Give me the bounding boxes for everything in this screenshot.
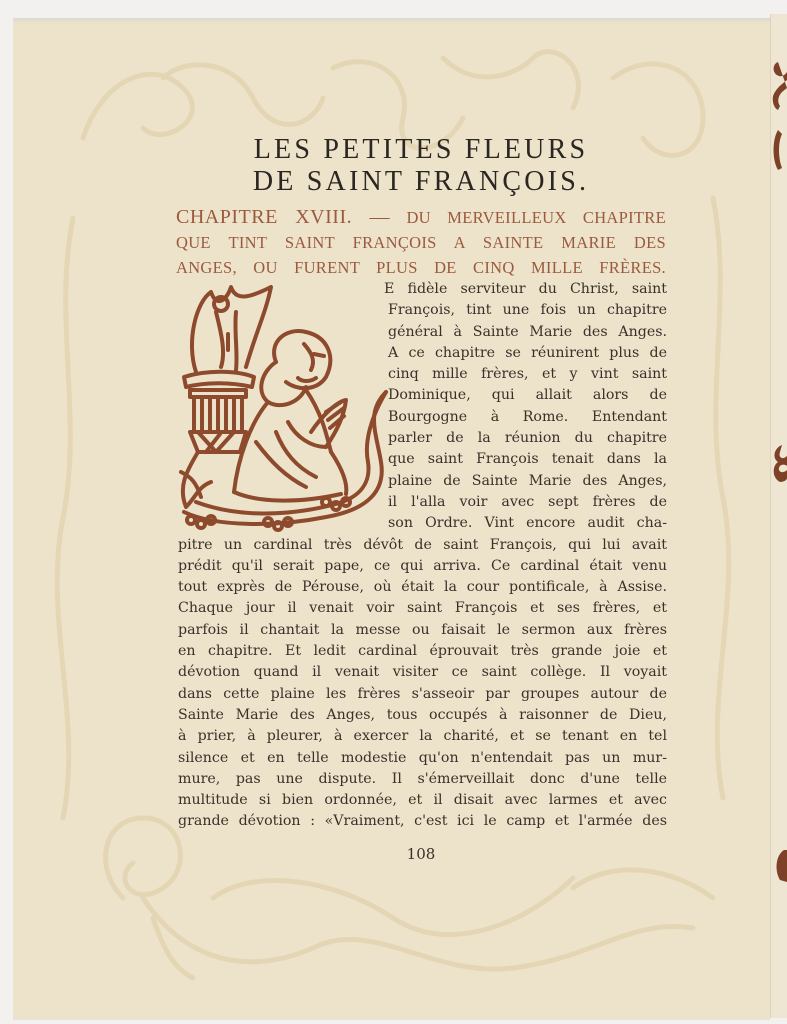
- chapter-heading-line-1: [176, 205, 666, 230]
- body-line-15: tout exprès de Pérouse, où était la cour pontificale, à Assise.: [178, 579, 667, 596]
- chapter-title-part-1: DU MERVEILLEUX CHAPITRE: [406, 208, 666, 227]
- body-line-20: dans cette plaine les frères s'asseoir par groupes autour de: [178, 685, 667, 702]
- facing-page-ornament-icon: [768, 50, 787, 950]
- body-line-19: dévotion quand il venait visiter ce saint collège. Il voyait: [178, 664, 667, 681]
- body-line-25: multitude si bien ordonnée, et il disait avec larmes et avec: [178, 792, 667, 809]
- body-line-24: mure, pas une dispute. Il s'émerveillait donc d'une telle: [178, 770, 667, 787]
- book-title: [0, 134, 787, 198]
- body-line-17: parfois il chantait la messe ou faisait le sermon aux frères: [178, 621, 667, 638]
- body-line-6: Dominique, qui allait alors de: [388, 387, 667, 404]
- body-line-5: cinq mille frères, et y vint saint: [388, 366, 667, 383]
- body-line-22: à prier, à pleurer, à exercer la charité, et se tenant en tel: [178, 728, 667, 745]
- body-line-3: général à Sainte Marie des Anges.: [388, 323, 667, 340]
- body-line-9: que saint François tenait dans la: [388, 451, 667, 468]
- body-line-16: Chaque jour il venait voir saint François et ses frères, et: [178, 600, 667, 617]
- body-line-26: grande dévotion : «Vraiment, c'est ici le camp et l'armée des: [178, 813, 667, 830]
- title-line-1: LES PETITES FLEURS: [253, 134, 589, 165]
- body-line-13: pitre un cardinal très dévôt de saint François, qui lui avait: [178, 536, 667, 553]
- body-line-12: son Ordre. Vint encore audit cha-: [388, 515, 667, 532]
- body-line-10: plaine de Sainte Marie des Anges,: [388, 472, 667, 489]
- body-line-18: en chapitre. Et ledit cardinal éprouvait très grande joie et: [178, 643, 667, 660]
- page-number: 108: [406, 845, 436, 863]
- body-line-21: Sainte Marie des Anges, tous occupés à raisonner de Dieu,: [178, 706, 667, 723]
- body-line-4: A ce chapitre se réunirent plus de: [388, 344, 667, 361]
- body-text: [178, 279, 667, 833]
- body-line-14: prédit qu'il serait pape, ce qui arriva. Ce cardinal était venu: [178, 557, 667, 574]
- body-line-8: parler de la réunion du chapitre: [388, 430, 667, 447]
- chapter-heading-line-2: QUE TINT SAINT FRANÇOIS A SAINTE MARIE DES: [176, 233, 666, 252]
- body-line-2: François, tint une fois un chapitre: [388, 302, 667, 319]
- body-line-1: E fidèle serviteur du Christ, saint: [384, 281, 667, 297]
- chapter-heading: [176, 205, 666, 280]
- body-line-7: Bourgogne à Rome. Entendant: [388, 408, 667, 425]
- chapter-number: CHAPITRE XVIII. —: [176, 206, 391, 228]
- title-line-2: DE SAINT FRANÇOIS.: [252, 166, 590, 197]
- body-line-11: il l'alla voir avec sept frères de: [388, 493, 667, 510]
- body-line-23: silence et en telle modestie qu'on n'entendait pas un mur-: [178, 749, 667, 766]
- chapter-heading-line-3: ANGES, OU FURENT PLUS DE CINQ MILLE FRÈRES.: [176, 258, 666, 277]
